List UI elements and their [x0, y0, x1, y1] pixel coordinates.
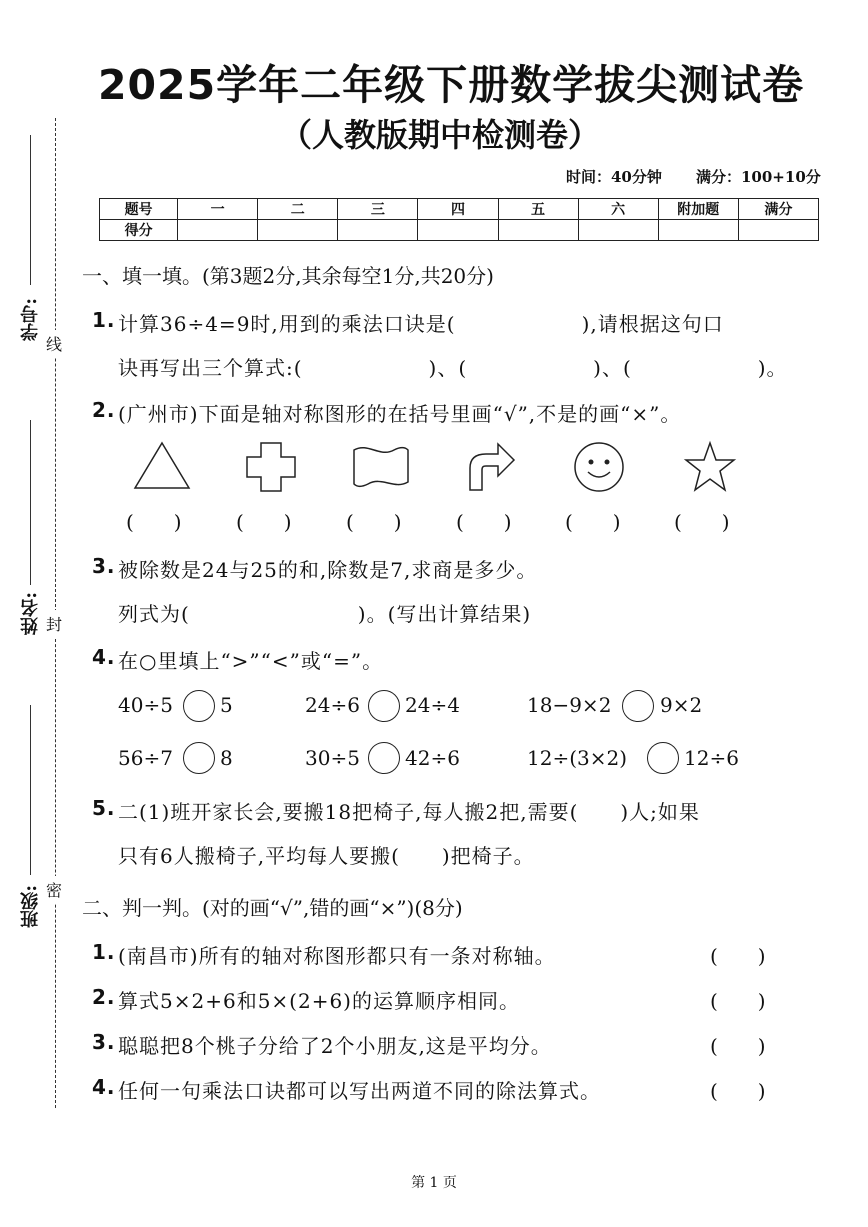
- compare-left: 24÷6: [305, 693, 360, 717]
- compare-left: 56÷7: [118, 746, 173, 770]
- q5-line2: 只有6人搬椅子,平均每人要搬( )把椅子。: [118, 844, 535, 868]
- score-input-cell[interactable]: [738, 220, 818, 241]
- section-2-title: 二、判一判。(对的画“√”,错的画“×”)(8分): [82, 896, 463, 920]
- score-table: [99, 198, 819, 241]
- q4-text: 在○里填上“>”“<”或“=”。: [118, 649, 384, 673]
- score-table-header-row: [100, 199, 819, 220]
- q4-number: 4.: [92, 645, 116, 669]
- compare-left: 12÷(3×2): [527, 746, 628, 770]
- seal-secret-char: 密: [46, 876, 62, 903]
- compare-right: 5: [220, 693, 233, 717]
- seal-line-char: 线: [46, 330, 62, 357]
- smiley-icon: [572, 440, 626, 494]
- compare-circle[interactable]: [183, 742, 215, 774]
- q3-number: 3.: [92, 554, 116, 578]
- cross-icon: [244, 440, 298, 494]
- full-score: 满分：100+10分: [696, 168, 821, 186]
- compare-right: 9×2: [660, 693, 703, 717]
- class-label: 班级:: [20, 885, 41, 928]
- judge-number: 2.: [92, 985, 116, 1009]
- score-cell: 满分: [738, 199, 818, 220]
- compare-right: 42÷6: [405, 746, 460, 770]
- name-line[interactable]: [30, 420, 31, 585]
- judge-answer-paren[interactable]: ( ): [710, 944, 766, 968]
- judge-answer-paren[interactable]: ( ): [710, 1079, 766, 1103]
- score-input-cell[interactable]: [258, 220, 338, 241]
- score-input-cell[interactable]: [658, 220, 738, 241]
- score-cell: 三: [338, 199, 418, 220]
- score-input-cell[interactable]: [338, 220, 418, 241]
- compare-left: 30÷5: [305, 746, 360, 770]
- score-input-cell[interactable]: [498, 220, 578, 241]
- q1-line1: 计算36÷4=9时,用到的乘法口诀是( ),请根据这句口: [118, 312, 724, 336]
- score-input-cell[interactable]: [578, 220, 658, 241]
- triangle-icon: [132, 440, 192, 492]
- score-cell: 六: [578, 199, 658, 220]
- star-icon: [682, 440, 738, 494]
- student-id-line[interactable]: [30, 135, 31, 285]
- compare-circle[interactable]: [368, 742, 400, 774]
- compare-right: 12÷6: [684, 746, 739, 770]
- answer-paren[interactable]: ( ): [346, 510, 402, 534]
- q1-number: 1.: [92, 308, 116, 332]
- answer-paren[interactable]: ( ): [674, 510, 730, 534]
- judge-answer-paren[interactable]: ( ): [710, 1034, 766, 1058]
- judge-text: 任何一句乘法口诀都可以写出两道不同的除法算式。: [118, 1079, 601, 1103]
- q1-line2: 诀再写出三个算式:( )、( )、( )。: [118, 356, 788, 380]
- judge-answer-paren[interactable]: ( ): [710, 989, 766, 1013]
- compare-right: 24÷4: [405, 693, 460, 717]
- compare-right: 8: [220, 746, 233, 770]
- compare-circle[interactable]: [647, 742, 679, 774]
- compare-left: 40÷5: [118, 693, 173, 717]
- score-cell: 二: [258, 199, 338, 220]
- seal-seal-char: 封: [46, 610, 62, 637]
- compare-circle[interactable]: [622, 690, 654, 722]
- score-cell: 一: [178, 199, 258, 220]
- section-1-title: 一、填一填。(第3题2分,其余每空1分,共20分): [82, 264, 494, 288]
- q2-number: 2.: [92, 398, 116, 422]
- judge-number: 4.: [92, 1075, 116, 1099]
- page-subtitle: （人教版期中检测卷）: [280, 116, 601, 154]
- q3-line1: 被除数是24与25的和,除数是7,求商是多少。: [118, 558, 538, 582]
- student-id-label: 学号:: [20, 298, 41, 341]
- score-row-label: 得分: [100, 220, 178, 241]
- answer-paren[interactable]: ( ): [126, 510, 182, 534]
- answer-paren[interactable]: ( ): [456, 510, 512, 534]
- name-label: 姓名:: [20, 592, 41, 635]
- answer-paren[interactable]: ( ): [236, 510, 292, 534]
- time-limit: 时间：40分钟: [566, 168, 662, 186]
- page-title: 2025学年二年级下册数学拔尖测试卷: [98, 61, 805, 109]
- arrow-icon: [462, 440, 518, 494]
- judge-text: 算式5×2+6和5×(2+6)的运算顺序相同。: [118, 989, 520, 1013]
- score-input-cell[interactable]: [178, 220, 258, 241]
- judge-text: 聪聪把8个桃子分给了2个小朋友,这是平均分。: [118, 1034, 552, 1058]
- answer-paren[interactable]: ( ): [565, 510, 621, 534]
- page-number: 第 1 页: [411, 1175, 457, 1191]
- class-line[interactable]: [30, 705, 31, 875]
- q5-number: 5.: [92, 796, 116, 820]
- q3-line2: 列式为( )。(写出计算结果): [118, 602, 532, 626]
- compare-circle[interactable]: [368, 690, 400, 722]
- score-table-score-row: [100, 220, 819, 241]
- judge-number: 3.: [92, 1030, 116, 1054]
- score-input-cell[interactable]: [418, 220, 498, 241]
- score-cell: 五: [498, 199, 578, 220]
- flag-icon: [350, 442, 412, 492]
- score-cell: 题号: [100, 199, 178, 220]
- q2-text: (广州市)下面是轴对称图形的在括号里画“√”,不是的画“×”。: [118, 402, 682, 426]
- q5-line1: 二(1)班开家长会,要搬18把椅子,每人搬2把,需要( )人;如果: [118, 800, 700, 824]
- score-cell: 四: [418, 199, 498, 220]
- score-cell: 附加题: [658, 199, 738, 220]
- judge-number: 1.: [92, 940, 116, 964]
- judge-text: (南昌市)所有的轴对称图形都只有一条对称轴。: [118, 944, 556, 968]
- compare-circle[interactable]: [183, 690, 215, 722]
- compare-left: 18−9×2: [527, 693, 612, 717]
